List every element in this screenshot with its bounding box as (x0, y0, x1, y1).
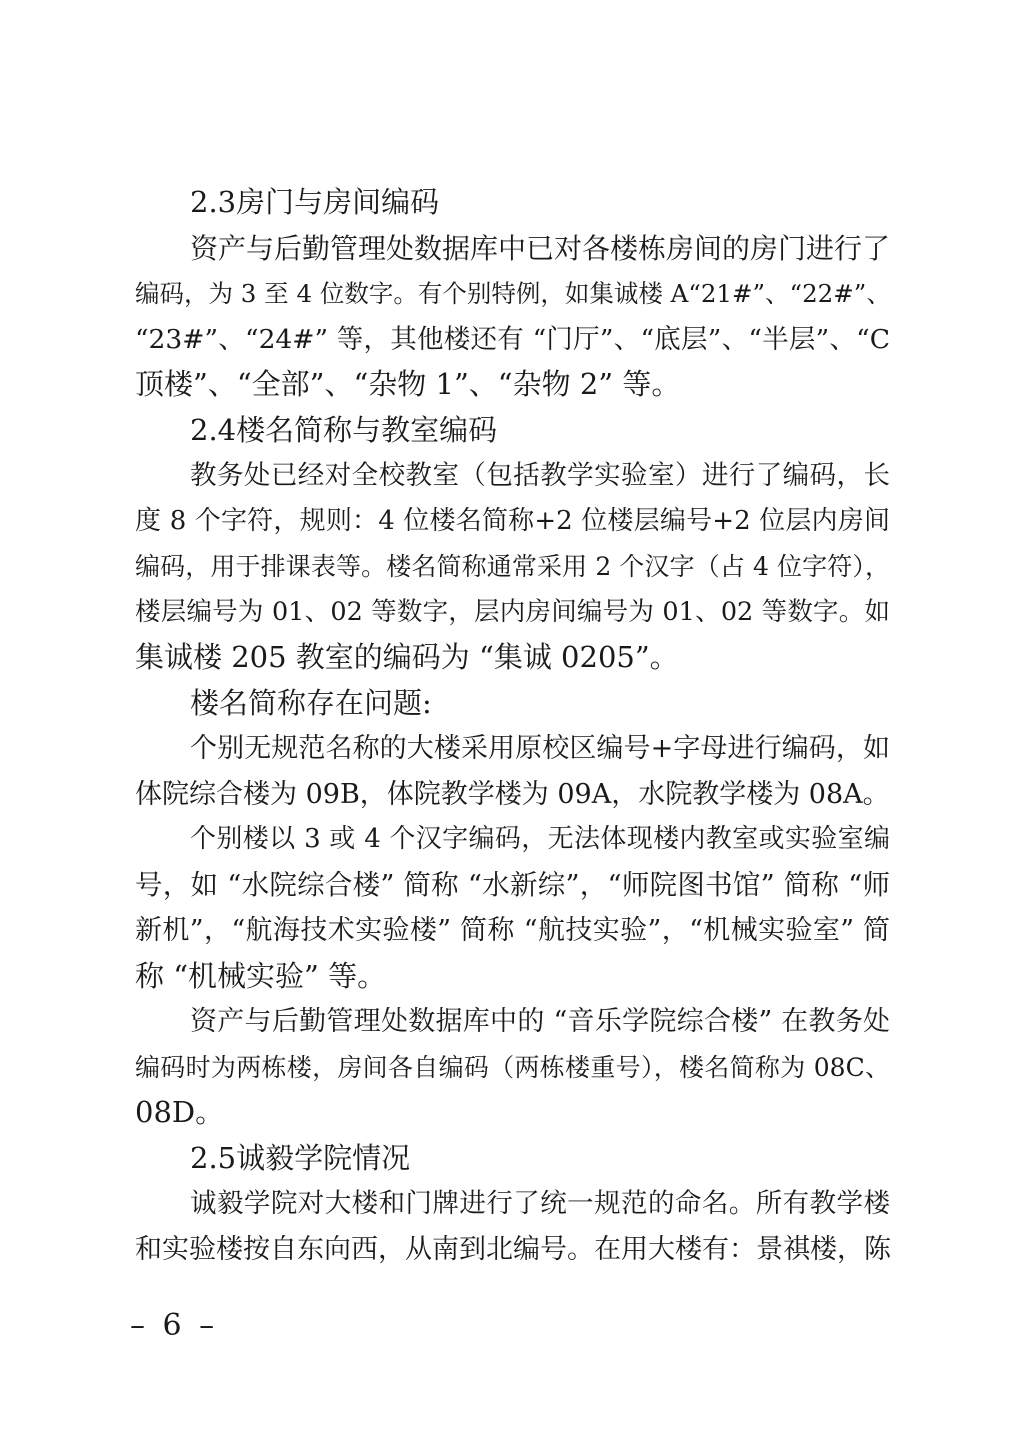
text-line: 楼名简称存在问题: (190, 685, 432, 720)
text-line: “23#”、“24#” 等，其他楼还有 “门厅”、“底层”、“半层”、“C (135, 323, 890, 355)
text-line: 资产与后勤管理处数据库中的 “音乐学院综合楼” 在教务处 (190, 1006, 890, 1037)
text-line: 2.3房门与房间编码 (190, 185, 440, 219)
text-line: 集诚楼 205 教室的编码为 “集诚 0205”。 (135, 640, 679, 674)
text-line: 08D。 (135, 1095, 225, 1129)
text-line: 个别无规范名称的大楼采用原校区编号+字母进行编码，如 (190, 733, 890, 764)
text-line: 新机”，“航海技术实验楼” 简称 “航技实验”，“机械实验室” 简 (135, 915, 890, 946)
page-number: – 6 – (130, 1308, 219, 1343)
text-line: 楼层编号为 01、02 等数字，层内房间编号为 01、02 等数字。如 (135, 596, 890, 627)
text-line: 和实验楼按自东向西，从南到北编号。在用大楼有：景祺楼，陈 (135, 1233, 891, 1265)
text-line: 顶楼”、“全部”、“杂物 1”、“杂物 2” 等。 (135, 367, 681, 401)
text-line: 编码，为 3 至 4 位数字。有个别特例，如集诚楼 A“21#”、“22#”、 (135, 279, 891, 308)
text-line: 称 “机械实验” 等。 (135, 958, 387, 993)
text-line: 编码，用于排课表等。楼名简称通常采用 2 个汉字（占 4 位字符）， (135, 552, 890, 581)
page-content (135, 180, 890, 1272)
text-line: 资产与后勤管理处数据库中已对各楼栋房间的房门进行了 (190, 231, 891, 265)
text-line: 编码时为两栋楼，房间各自编码（两栋楼重号），楼名简称为 08C、 (135, 1052, 890, 1082)
text-line: 2.4楼名简称与教室编码 (190, 412, 498, 447)
text-line: 体院综合楼为 09B，体院教学楼为 09A，水院教学楼为 08A。 (135, 778, 890, 810)
text-line: 教务处已经对全校教室（包括教学实验室）进行了编码，长 (190, 460, 890, 491)
text-line: 诚毅学院对大楼和门牌进行了统一规范的命名。所有教学楼 (190, 1188, 890, 1219)
text-line: 号，如 “水院综合楼” 简称 “水新综”，“师院图书馆” 简称 “师 (135, 868, 890, 901)
text-line: 个别楼以 3 或 4 个汉字编码，无法体现楼内教室或实验室编 (190, 824, 890, 854)
text-line: 度 8 个字符，规则：4 位楼名简称+2 位楼层编号+2 位层内房间 (135, 505, 890, 536)
text-line: 2.5诚毅学院情况 (190, 1140, 411, 1175)
